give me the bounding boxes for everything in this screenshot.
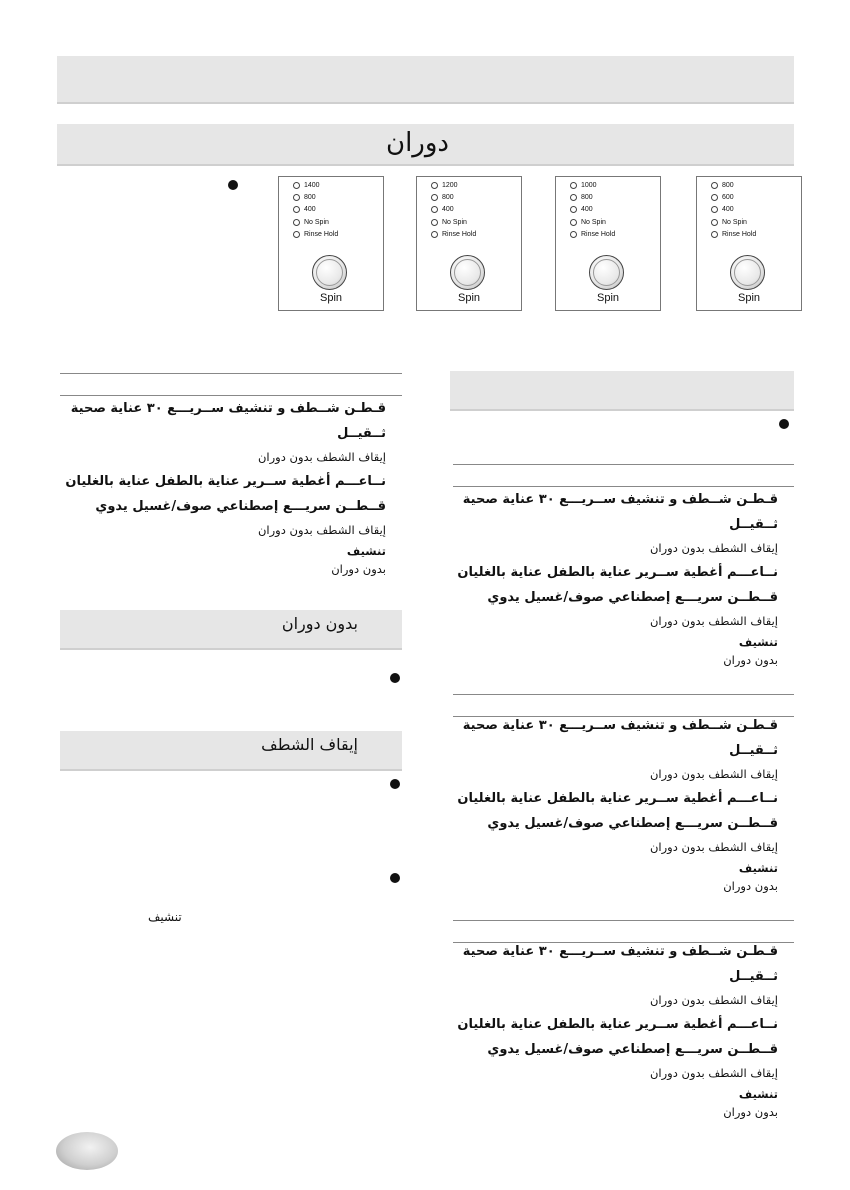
right-program-block-1 — [438, 487, 778, 669]
no-spin-label: بدون دوران — [723, 653, 778, 667]
spin-option: 800 — [570, 194, 593, 201]
spin-speeds-line: إيقاف الشطف بدون دوران — [649, 614, 778, 628]
spin-speeds-line: إيقاف الشطف بدون دوران — [257, 450, 386, 464]
radio-led-icon — [570, 231, 577, 238]
bullet-icon — [228, 180, 238, 190]
section-bar-no-spin — [60, 610, 402, 650]
drain-label: تنشيف — [738, 861, 778, 875]
section-title-bar — [57, 124, 794, 166]
program-line: ثــقيــل — [729, 969, 778, 984]
divider — [453, 920, 794, 921]
spin-option: Rinse Hold — [570, 231, 615, 238]
spin-panel-800 — [696, 176, 802, 311]
program-line: ثــقيــل — [337, 426, 386, 441]
program-line: نــاعـــم أغطية ســرير عناية بالطفل عناية بالغليان — [65, 474, 386, 489]
drain-note: تنشيف — [148, 910, 182, 924]
spin-speeds-line: إيقاف الشطف بدون دوران — [649, 767, 778, 781]
program-line: قــطــن سريـــع إصطناعي صوف/غسيل يدوي — [487, 590, 778, 605]
radio-led-icon — [570, 194, 577, 201]
spin-option: Rinse Hold — [293, 231, 338, 238]
right-program-block-3 — [438, 939, 778, 1121]
radio-led-icon — [570, 219, 577, 226]
section-bar-rinse-hold — [60, 731, 402, 771]
program-line: قـطـن شــطف و تنشيف ســريـــع ٣٠ عناية صحية — [462, 718, 778, 733]
divider — [453, 694, 794, 695]
no-spin-label: بدون دوران — [723, 879, 778, 893]
spin-option: 800 — [293, 194, 316, 201]
page-number-badge — [56, 1132, 118, 1170]
program-line: قـطـن شــطف و تنشيف ســريـــع ٣٠ عناية صحية — [462, 944, 778, 959]
bullet-icon — [390, 873, 400, 883]
spin-option: No Spin — [711, 219, 747, 226]
section-bar-empty — [450, 371, 794, 411]
radio-led-icon — [570, 182, 577, 189]
spin-panel-1200 — [416, 176, 522, 311]
spin-option: 400 — [431, 206, 454, 213]
section-title-rinse-hold: إيقاف الشطف — [261, 735, 358, 754]
spin-panel-1000 — [555, 176, 661, 311]
radio-led-icon — [431, 219, 438, 226]
radio-led-icon — [711, 231, 718, 238]
spin-speeds-line: إيقاف الشطف بدون دوران — [649, 993, 778, 1007]
radio-led-icon — [293, 194, 300, 201]
drain-label: تنشيف — [346, 544, 386, 558]
spin-button-label: Spin — [319, 292, 343, 304]
bullet-icon — [779, 419, 789, 429]
drain-label: تنشيف — [738, 635, 778, 649]
spin-option: Rinse Hold — [431, 231, 476, 238]
spin-knob-button[interactable] — [312, 255, 347, 290]
spin-option: No Spin — [431, 219, 467, 226]
program-line: ثــقيــل — [729, 743, 778, 758]
right-program-block-2 — [438, 713, 778, 895]
top-header-bar — [57, 56, 794, 104]
spin-option: No Spin — [570, 219, 606, 226]
program-line: نــاعـــم أغطية ســرير عناية بالطفل عناية بالغليان — [457, 1017, 778, 1032]
program-line: قـطـن شــطف و تنشيف ســريـــع ٣٠ عناية صحية — [70, 401, 386, 416]
spin-knob-button[interactable] — [730, 255, 765, 290]
bullet-icon — [390, 779, 400, 789]
spin-button-label: Spin — [596, 292, 620, 304]
page-title: دوران — [385, 128, 449, 158]
spin-button-label: Spin — [457, 292, 481, 304]
program-line: نــاعـــم أغطية ســرير عناية بالطفل عناية بالغليان — [457, 565, 778, 580]
no-spin-label: بدون دوران — [723, 1105, 778, 1119]
spin-option: 400 — [293, 206, 316, 213]
radio-led-icon — [431, 206, 438, 213]
program-line: نــاعـــم أغطية ســرير عناية بالطفل عناية بالغليان — [457, 791, 778, 806]
spin-option: Rinse Hold — [711, 231, 756, 238]
spin-option: 600 — [711, 194, 734, 201]
spin-option: No Spin — [293, 219, 329, 226]
divider — [453, 464, 794, 465]
spin-speeds-line: إيقاف الشطف بدون دوران — [649, 1066, 778, 1080]
spin-speeds-line: إيقاف الشطف بدون دوران — [649, 840, 778, 854]
section-title-no-spin: بدون دوران — [281, 614, 358, 633]
spin-speeds-line: إيقاف الشطف بدون دوران — [649, 541, 778, 555]
spin-option: 1200 — [431, 182, 458, 189]
spin-knob-button[interactable] — [450, 255, 485, 290]
drain-label: تنشيف — [738, 1087, 778, 1101]
spin-option: 400 — [711, 206, 734, 213]
spin-knob-button[interactable] — [589, 255, 624, 290]
program-line: قــطــن سريـــع إصطناعي صوف/غسيل يدوي — [487, 816, 778, 831]
program-line: قــطــن سريـــع إصطناعي صوف/غسيل يدوي — [95, 499, 386, 514]
spin-option: 800 — [711, 182, 734, 189]
spin-speeds-line: إيقاف الشطف بدون دوران — [257, 523, 386, 537]
radio-led-icon — [570, 206, 577, 213]
spin-option: 400 — [570, 206, 593, 213]
spin-option: 1400 — [293, 182, 320, 189]
program-line: قـطـن شــطف و تنشيف ســريـــع ٣٠ عناية صحية — [462, 492, 778, 507]
radio-led-icon — [431, 182, 438, 189]
radio-led-icon — [711, 182, 718, 189]
spin-option: 800 — [431, 194, 454, 201]
radio-led-icon — [711, 219, 718, 226]
spin-button-label: Spin — [737, 292, 761, 304]
spin-panel-1400 — [278, 176, 384, 311]
bullet-icon — [390, 673, 400, 683]
divider — [60, 373, 402, 374]
spin-option: 1000 — [570, 182, 597, 189]
radio-led-icon — [293, 231, 300, 238]
program-line: ثــقيــل — [729, 517, 778, 532]
left-program-block — [46, 396, 386, 578]
radio-led-icon — [711, 206, 718, 213]
radio-led-icon — [431, 231, 438, 238]
program-line: قــطــن سريـــع إصطناعي صوف/غسيل يدوي — [487, 1042, 778, 1057]
radio-led-icon — [293, 219, 300, 226]
no-spin-label: بدون دوران — [331, 562, 386, 576]
radio-led-icon — [431, 194, 438, 201]
radio-led-icon — [293, 182, 300, 189]
radio-led-icon — [293, 206, 300, 213]
radio-led-icon — [711, 194, 718, 201]
